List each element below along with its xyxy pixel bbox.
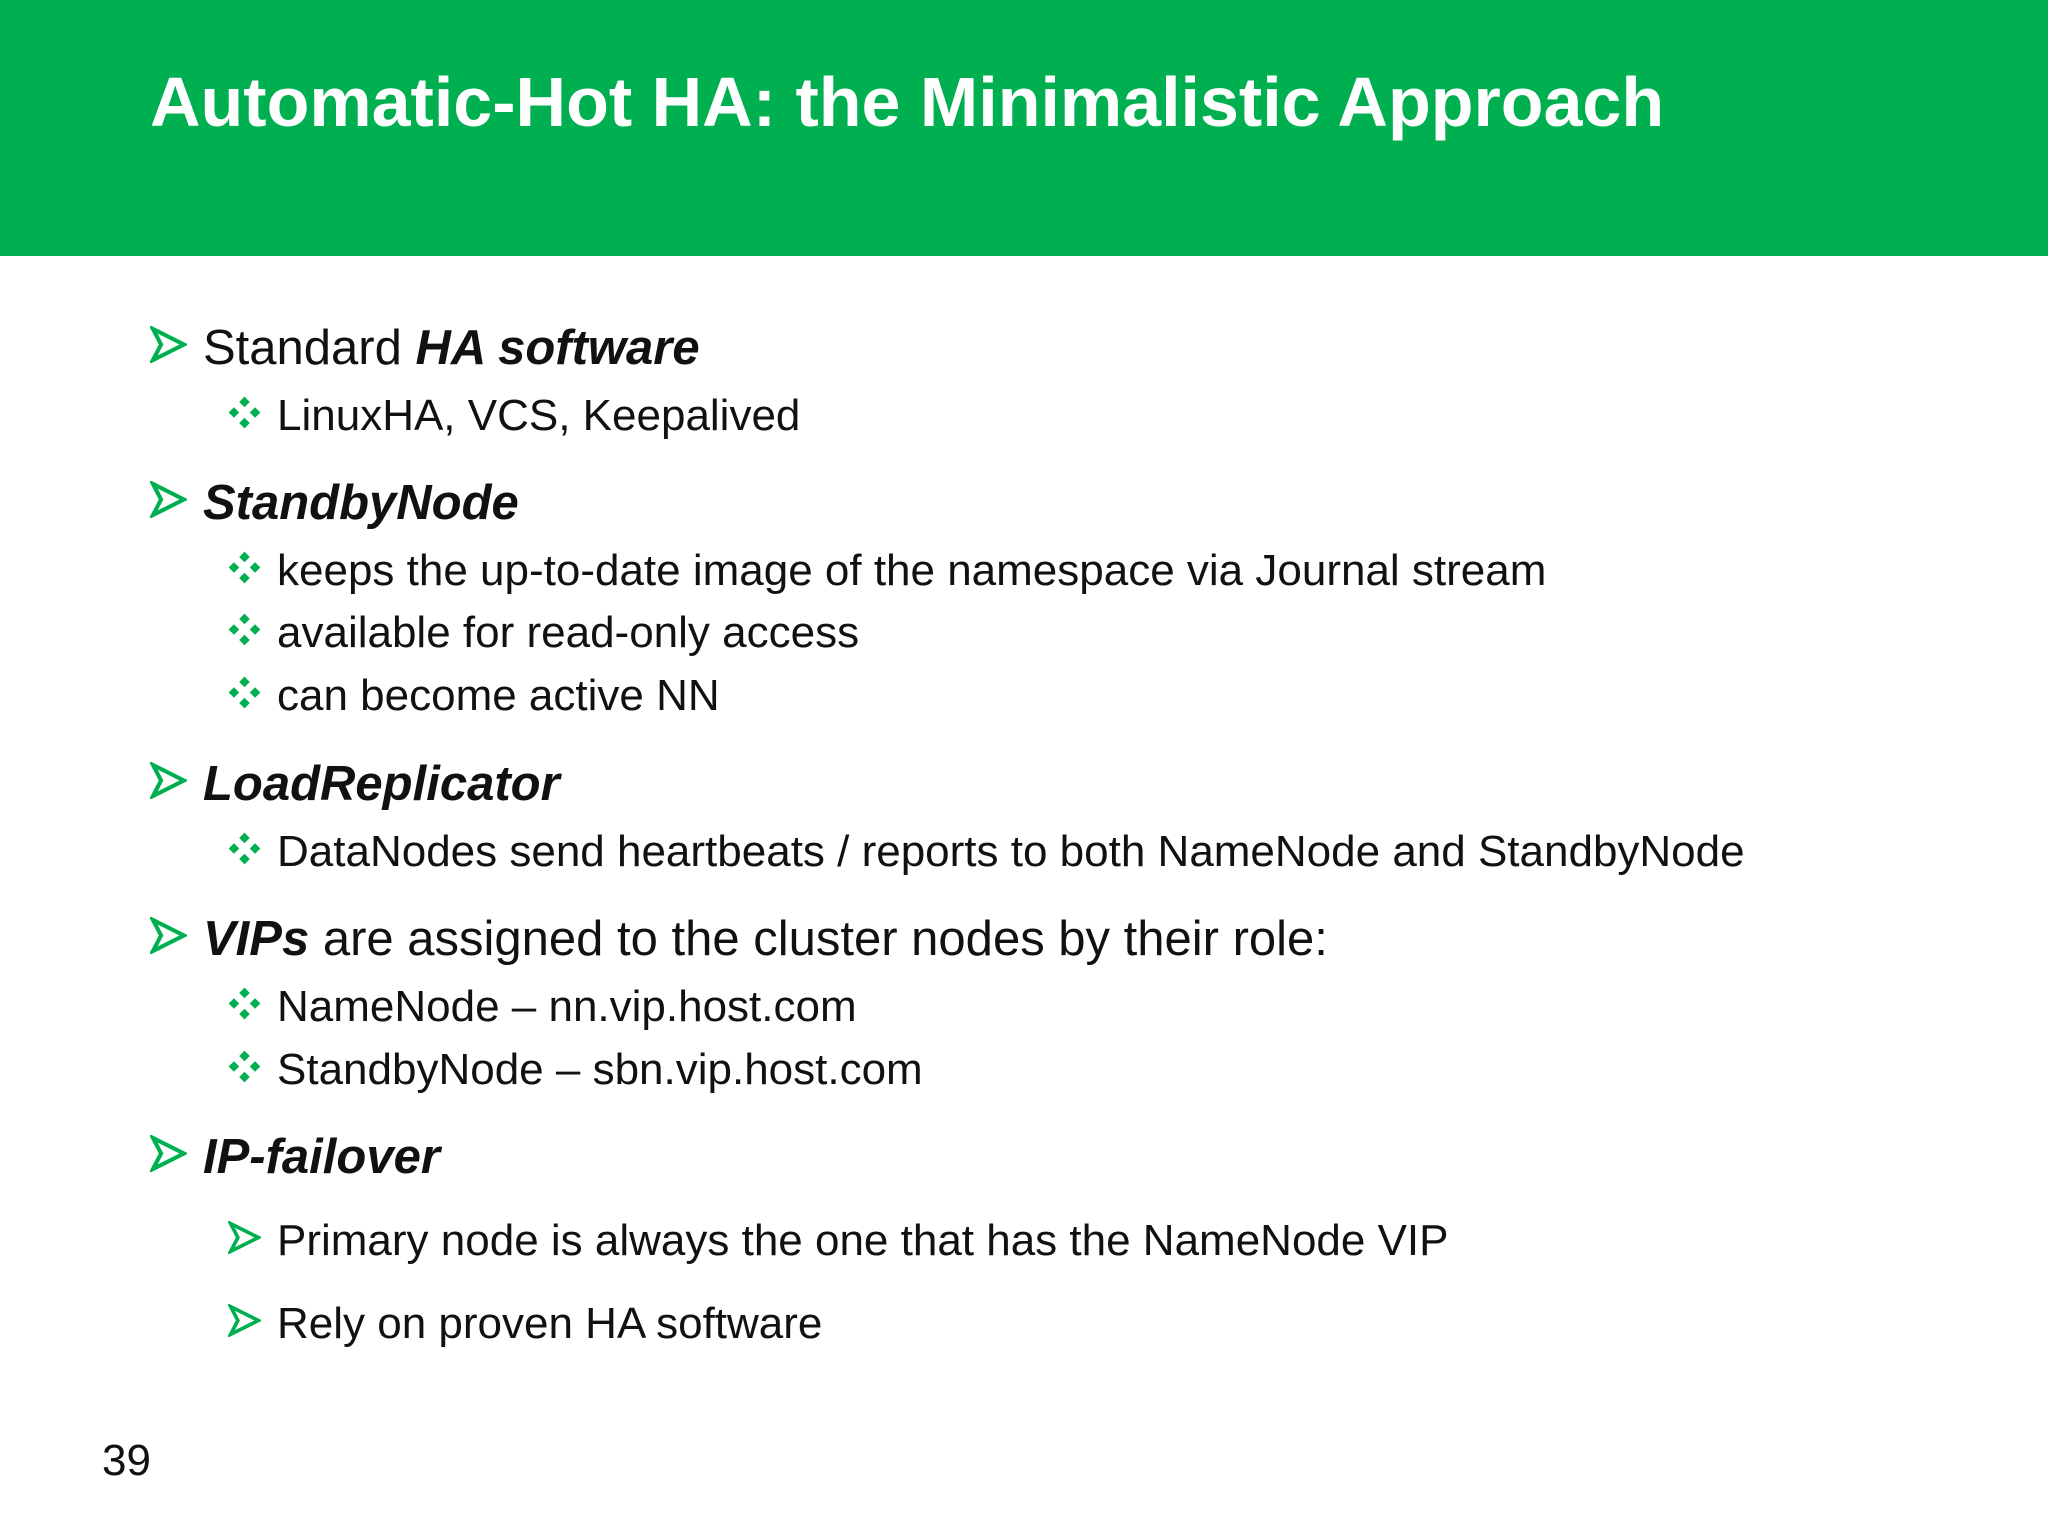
sub-bullet xyxy=(228,1297,822,1350)
bullet-standard-ha-software xyxy=(150,317,700,376)
bullet-emphasis: HA software xyxy=(415,320,700,375)
bullet-emphasis: VIPs xyxy=(203,911,310,966)
arrowhead-bullet-icon xyxy=(150,326,187,363)
sub-bullet-text: NameNode – nn.vip.host.com xyxy=(277,982,857,1032)
sub-bullet-text: Rely on proven HA software xyxy=(277,1299,823,1349)
arrowhead-bullet-icon xyxy=(150,1135,187,1172)
arrowhead-bullet-icon xyxy=(150,762,187,799)
arrowhead-bullet-icon xyxy=(150,917,187,954)
sub-bullet-text: DataNodes send heartbeats / reports to both NameNode and StandbyNode xyxy=(277,827,1745,877)
sub-bullet xyxy=(228,1043,923,1096)
sub-bullet-text: StandbyNode – sbn.vip.host.com xyxy=(277,1045,923,1095)
bullet-standbynode xyxy=(150,472,519,531)
arrowhead-bullet-icon xyxy=(228,1304,261,1337)
arrowhead-bullet-icon xyxy=(228,1221,261,1254)
sub-bullet xyxy=(228,544,1546,597)
arrowhead-bullet-icon xyxy=(150,481,187,518)
bullet-emphasis: LoadReplicator xyxy=(203,756,560,811)
four-diamond-bullet-icon xyxy=(228,396,261,429)
sub-bullet-text: keeps the up-to-date image of the namespace via Journal stream xyxy=(277,546,1547,596)
bullet-ip-failover xyxy=(150,1126,440,1185)
four-diamond-bullet-icon xyxy=(228,832,261,865)
bullet-text: are assigned to the cluster nodes by their role: xyxy=(309,911,1328,966)
page-number: 39 xyxy=(102,1436,151,1485)
sub-bullet xyxy=(228,606,859,659)
title-bar xyxy=(0,0,2048,256)
four-diamond-bullet-icon xyxy=(228,551,261,584)
bullet-loadreplicator xyxy=(150,753,560,812)
slide-title: Automatic-Hot HA: the Minimalistic Approach xyxy=(150,63,1665,141)
four-diamond-bullet-icon xyxy=(228,676,261,709)
sub-bullet xyxy=(228,825,1745,878)
sub-bullet xyxy=(228,669,720,722)
bullet-emphasis: StandbyNode xyxy=(203,475,519,530)
sub-bullet xyxy=(228,1214,1449,1267)
bullet-text: Standard xyxy=(203,320,416,375)
sub-bullet-text: available for read-only access xyxy=(277,608,860,658)
sub-bullet-text: can become active NN xyxy=(277,671,720,721)
sub-bullet-text: LinuxHA, VCS, Keepalived xyxy=(277,391,801,441)
sub-bullet-text: Primary node is always the one that has the NameNode VIP xyxy=(277,1216,1449,1266)
sub-bullet xyxy=(228,980,857,1033)
sub-bullet xyxy=(228,389,800,442)
bullet-emphasis: IP-failover xyxy=(203,1129,440,1184)
bullet-vips xyxy=(150,908,1328,967)
four-diamond-bullet-icon xyxy=(228,987,261,1020)
four-diamond-bullet-icon xyxy=(228,1050,261,1083)
four-diamond-bullet-icon xyxy=(228,613,261,646)
